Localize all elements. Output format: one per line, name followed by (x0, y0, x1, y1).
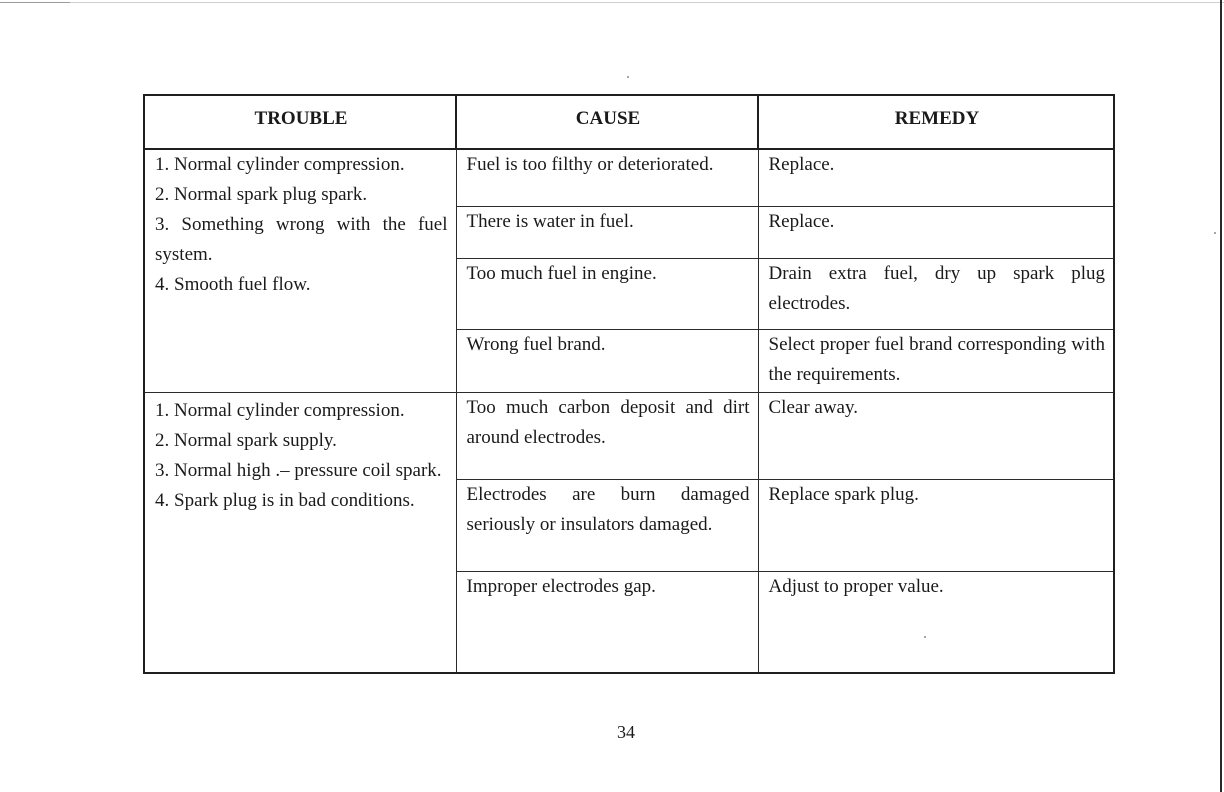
cause-cell: Electrodes are burn damaged seriously or insulators damaged. (456, 479, 758, 571)
trouble-item: 1. Normal cylinder compression. (155, 154, 405, 175)
cause-cell: Wrong fuel brand. (456, 329, 758, 392)
trouble-item: 1. Normal cylinder compression. (155, 399, 405, 421)
cause-cell: Fuel is too filthy or deteriorated. (456, 149, 758, 206)
header-remedy: REMEDY (758, 95, 1114, 149)
trouble-cell-fuel-system (144, 149, 456, 392)
trouble-item: 4. Spark plug is in bad conditions. (155, 489, 415, 511)
table-header-row (144, 95, 1114, 149)
header-cause: CAUSE (456, 95, 758, 149)
table-row (144, 392, 1114, 479)
remedy-cell: Replace. (758, 206, 1114, 258)
trouble-item: 4. Smooth fuel flow. (155, 274, 311, 295)
scan-right-edge-shadow (1220, 0, 1222, 792)
cause-cell: Too much carbon deposit and dirt around electrodes. (456, 392, 758, 479)
cause-cell: Too much fuel in engine. (456, 258, 758, 329)
remedy-cell: Drain extra fuel, dry up spark plug electrodes. (758, 258, 1114, 329)
header-trouble: TROUBLE (144, 95, 456, 149)
scan-top-edge-line (0, 2, 1224, 3)
remedy-cell: Replace. (758, 149, 1114, 206)
trouble-item: 3. Something wrong with the fuel system. (155, 214, 448, 265)
scan-speck (627, 76, 629, 78)
trouble-item: 3. Normal high .– pressure coil spark. (155, 459, 442, 481)
remedy-cell: Select proper fuel brand corresponding with the requirements. (758, 329, 1114, 392)
remedy-cell: Replace spark plug. (758, 479, 1114, 571)
scan-top-edge-mark (0, 2, 70, 3)
remedy-cell: Adjust to proper value. (758, 571, 1114, 673)
troubleshooting-table (143, 94, 1115, 674)
cause-cell: There is water in fuel. (456, 206, 758, 258)
trouble-item: 2. Normal spark plug spark. (155, 184, 368, 205)
cause-cell: Improper electrodes gap. (456, 571, 758, 673)
scan-speck (1214, 232, 1216, 234)
trouble-cell-spark-plug (144, 392, 456, 673)
trouble-item: 2. Normal spark supply. (155, 429, 337, 451)
page-number: 34 (617, 722, 635, 742)
remedy-cell: Clear away. (758, 392, 1114, 479)
table-row (144, 149, 1114, 206)
